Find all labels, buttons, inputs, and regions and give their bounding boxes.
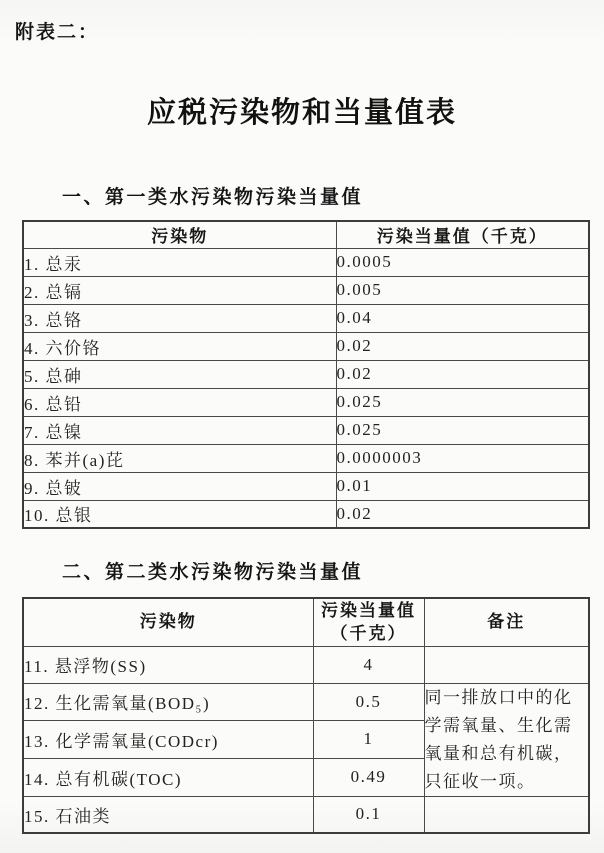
equivalent-value-header-line1: 污染当量值 <box>321 601 416 621</box>
table-header-row <box>23 221 589 248</box>
value-cell: 0.0005 <box>336 248 589 276</box>
table-row <box>23 444 589 472</box>
pollutant-cell: 12. 生化需氧量(BOD₅) <box>23 683 313 721</box>
value-cell: 0.1 <box>313 796 424 833</box>
table-row <box>23 276 589 304</box>
pollutant-cell: 14. 总有机碳(TOC) <box>23 758 313 796</box>
table-row <box>23 683 589 721</box>
pollutant-column-header: 污染物 <box>23 221 336 248</box>
pollutant-column-header: 污染物 <box>23 598 313 646</box>
equivalent-value-header-line2: （千克） <box>330 624 407 644</box>
table-row <box>23 472 589 500</box>
table-row <box>23 646 589 683</box>
equivalent-value-column-header: 污染当量值（千克） <box>336 221 589 248</box>
value-cell: 0.01 <box>336 472 589 500</box>
pollutant-cell: 8. 苯并(a)芘 <box>23 444 336 472</box>
value-cell: 0.02 <box>336 332 589 360</box>
value-cell: 0.02 <box>336 500 589 528</box>
pollutant-cell: 13. 化学需氧量(CODcr) <box>23 721 313 759</box>
table-row <box>23 248 589 276</box>
pollutant-cell: 9. 总铍 <box>23 472 336 500</box>
pollutant-cell: 6. 总铅 <box>23 388 336 416</box>
remark-cell-empty <box>424 646 589 683</box>
pollutant-cell: 4. 六价铬 <box>23 332 336 360</box>
pollutant-cell: 10. 总银 <box>23 500 336 528</box>
value-cell: 0.0000003 <box>336 444 589 472</box>
value-cell: 1 <box>313 721 424 759</box>
value-cell: 0.005 <box>336 276 589 304</box>
value-cell: 0.5 <box>313 683 424 721</box>
table-row <box>23 416 589 444</box>
table-header-row <box>23 598 589 646</box>
equivalent-value-column-header <box>313 598 424 646</box>
value-cell: 0.49 <box>313 758 424 796</box>
section1-heading: 一、第一类水污染物污染当量值 <box>62 187 364 208</box>
pollutant-cell: 15. 石油类 <box>23 796 313 833</box>
value-cell: 0.025 <box>336 388 589 416</box>
section2-heading: 二、第二类水污染物污染当量值 <box>62 562 364 583</box>
pollutant-cell: 2. 总镉 <box>23 276 336 304</box>
remark-cell-empty <box>424 796 589 833</box>
value-cell: 0.025 <box>336 416 589 444</box>
annex-label: 附表二： <box>15 22 100 43</box>
pollutant-cell: 3. 总铬 <box>23 304 336 332</box>
pollutant-cell: 11. 悬浮物(SS) <box>23 646 313 683</box>
value-cell: 4 <box>313 646 424 683</box>
table-row <box>23 304 589 332</box>
pollutant-cell: 7. 总镍 <box>23 416 336 444</box>
table-row <box>23 360 589 388</box>
value-cell: 0.04 <box>336 304 589 332</box>
page-title: 应税污染物和当量值表 <box>146 97 457 129</box>
category2-pollutants-table <box>22 597 590 834</box>
value-cell: 0.02 <box>336 360 589 388</box>
table-row <box>23 796 589 833</box>
table-row <box>23 388 589 416</box>
category1-pollutants-table <box>22 220 590 529</box>
table-row <box>23 332 589 360</box>
pollutant-cell: 1. 总汞 <box>23 248 336 276</box>
remark-column-header: 备注 <box>424 598 589 646</box>
pollutant-cell: 5. 总砷 <box>23 360 336 388</box>
remark-merged-cell: 同一排放口中的化学需氧量、生化需氧量和总有机碳，只征收一项。 <box>424 683 589 796</box>
table-row <box>23 500 589 528</box>
